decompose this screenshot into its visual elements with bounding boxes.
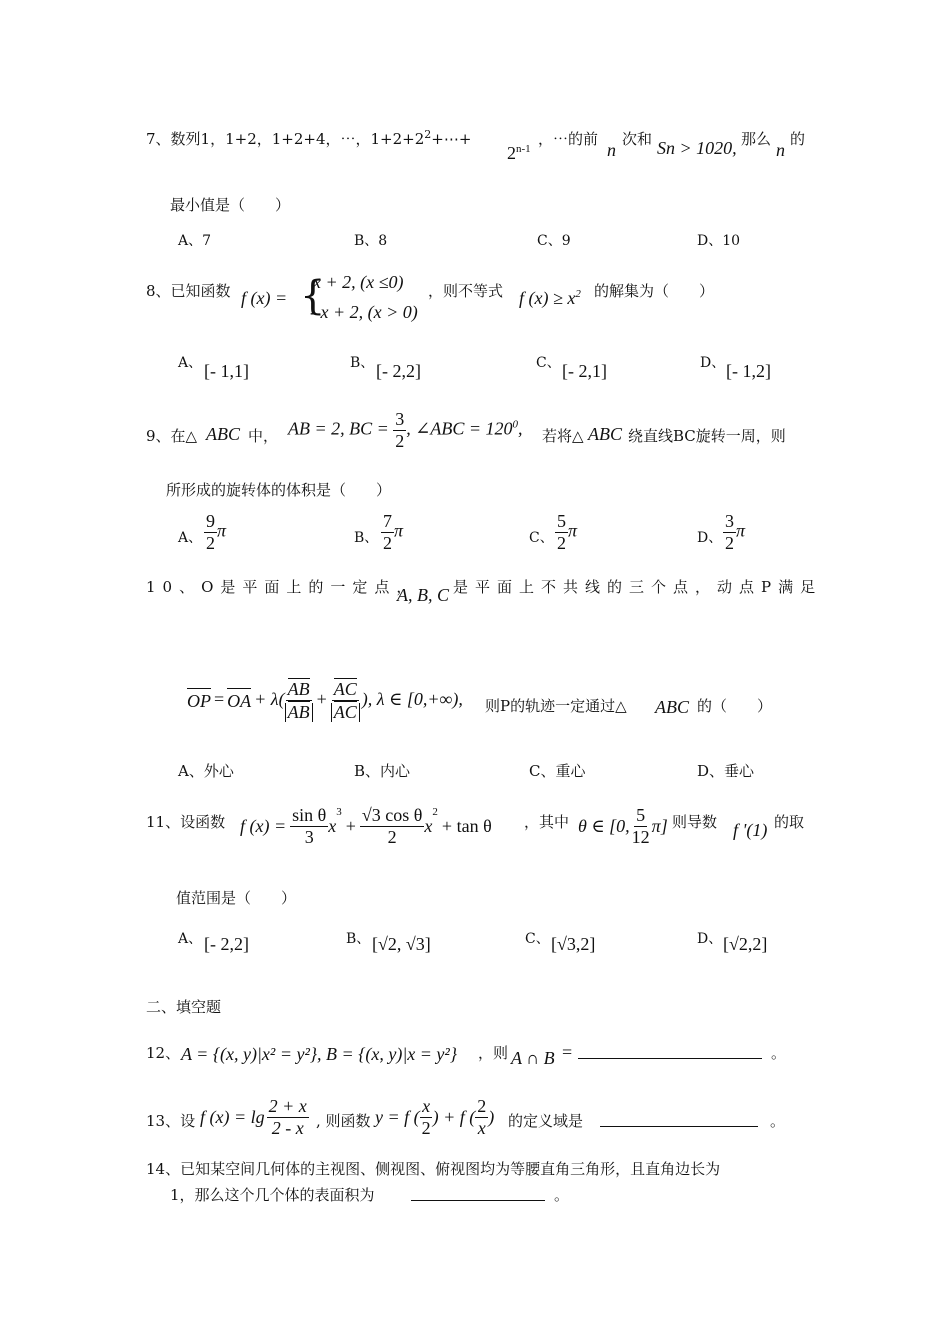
q11-f2-num: √3 cos θ <box>361 805 423 825</box>
q7-term-sup: n-1 <box>516 143 531 155</box>
q13-frac3 <box>475 1097 488 1138</box>
q9-text2: 若将△ <box>542 427 584 445</box>
q7-term-base: 2 <box>507 143 516 163</box>
q8-case1: x + 2, (x ≤0) <box>313 272 404 292</box>
q13-answer-blank[interactable] <box>600 1112 758 1127</box>
q10-ac-num: AC <box>333 679 357 699</box>
q10-option-d: D、垂心 <box>697 762 755 780</box>
q11-line2: 值范围是（ ） <box>176 889 297 907</box>
q11-mid: ，其中 <box>524 813 570 831</box>
q13-d1: 2 - x <box>271 1117 304 1138</box>
q14-line2: 1，那么这个几个体的表面积为 <box>170 1186 375 1204</box>
q7-end: 那么 <box>741 130 772 148</box>
q11-theta-text: θ ∈ [0, <box>578 815 630 836</box>
q8-ineq-sup: 2 <box>575 288 581 300</box>
q8-value-b: [- 2,2] <box>376 361 421 381</box>
q10-frac-ab <box>285 678 313 722</box>
q11-plus1: + <box>345 815 356 836</box>
q7-option-c: C、9 <box>537 233 571 249</box>
q13-n1: 2 + x <box>268 1096 307 1116</box>
q7-lead-tail: +⋯+ <box>431 130 472 148</box>
q13-d2: 2 <box>421 1117 431 1138</box>
q9-cond-b: , ∠ABC = 120 <box>406 418 513 439</box>
q11-lead: 11、设函数 <box>146 813 226 831</box>
q14-line1: 14、已知某空间几何体的主视图、侧视图、俯视图均为等腰直角三角形，且直角边长为 <box>146 1160 721 1178</box>
q10-eq: = <box>214 689 225 710</box>
q11-value-a: [- 2,2] <box>204 934 249 954</box>
q9-tri: ABC <box>206 424 240 444</box>
q9-label-c: C、 <box>529 530 554 546</box>
q10-frac-ac <box>331 678 360 722</box>
q9-num-c: 5 <box>557 511 566 531</box>
q12-mid: ，则 <box>478 1044 509 1062</box>
q11-t-den: 12 <box>631 826 650 847</box>
q10-op-text: OP <box>187 690 211 711</box>
q9-cond-c: , <box>518 418 523 439</box>
q13-end: 的定义域是 <box>508 1112 584 1130</box>
q11-plus2: + tan θ <box>441 815 492 836</box>
q11-t-num: 5 <box>636 805 646 825</box>
q10-plus: + <box>316 689 327 710</box>
q11-x2-sup: 2 <box>432 806 438 818</box>
q9-value-d <box>723 512 745 553</box>
q11-x2: x <box>424 815 433 836</box>
q8-end: 的解集为（ ） <box>594 282 715 300</box>
q10-option-a: A、外心 <box>178 762 234 780</box>
q11-value-b: [√2, √3] <box>372 934 431 954</box>
q9-pi-b: π <box>394 520 404 541</box>
q12-expr: A = {(x, y)|x² = y²}, B = {(x, y)|x = y²} <box>181 1044 458 1064</box>
q13-n3: 2 <box>477 1096 487 1116</box>
q9-num-a: 9 <box>206 511 215 531</box>
q8-label-b: B、 <box>350 355 375 371</box>
q8-value-a: [- 1,1] <box>204 361 249 381</box>
q10-after: 则P的轨迹一定通过△ <box>485 697 627 715</box>
q9-pi-a: π <box>217 520 227 541</box>
q9-cond-a: AB = 2, BC = <box>288 418 389 439</box>
q9-mid: 中， <box>248 427 279 445</box>
q7-term <box>507 143 531 164</box>
q11-f1-den: 3 <box>304 826 314 847</box>
q10-ab-num: AB <box>287 679 310 699</box>
q11-func <box>240 806 492 847</box>
q11-theta-frac <box>630 806 652 847</box>
q10-ac-den: AC <box>333 701 357 722</box>
q10-lead: 10、O是平面上的一定点， <box>146 578 419 596</box>
q9-label-d: D、 <box>697 530 723 546</box>
q11-frac1 <box>290 806 328 847</box>
q8-mid: ，则不等式 <box>428 282 504 300</box>
q7-option-a: A、7 <box>178 233 212 249</box>
q13-y <box>375 1097 494 1138</box>
q8-lead: 8、已知函数 <box>146 282 231 300</box>
q8-case2: - x + 2, (x > 0) <box>310 302 418 322</box>
q11-end: 的取 <box>774 813 805 831</box>
q9-den-b: 2 <box>383 532 392 553</box>
q12-ab: A ∩ B <box>511 1048 555 1068</box>
q9-line2: 所形成的旋转体的体积是（ ） <box>166 481 392 499</box>
q11-label-b: B、 <box>346 931 371 947</box>
q8-value-c: [- 2,1] <box>562 361 607 381</box>
q9-cond <box>288 410 523 451</box>
q8-label-d: D、 <box>700 355 726 371</box>
q9-num-d: 3 <box>725 511 734 531</box>
section-heading: 二、填空题 <box>146 998 222 1016</box>
q11-value-d: [√2,2] <box>723 934 768 954</box>
q10-option-c: C、重心 <box>529 762 586 780</box>
q13-plus: ) + f ( <box>432 1106 476 1127</box>
q11-f1-num: sin θ <box>292 805 327 825</box>
q11-label-d: D、 <box>697 931 723 947</box>
q9-label-a: A、 <box>178 530 203 546</box>
q11-x3: x <box>328 815 337 836</box>
q10-vector-eq <box>187 678 463 722</box>
q10-ab-den: AB <box>287 701 310 722</box>
q10-close: ), λ ∈ [0,+∞), <box>361 689 463 710</box>
q9-cond-frac <box>393 410 406 451</box>
q10-tail: 是平面上不共线的三个点，动点P满足 <box>453 578 823 596</box>
q7-n2: n <box>776 140 785 160</box>
q9-label-b: B、 <box>354 530 379 546</box>
q7-n: n <box>607 140 616 160</box>
q7-mid: 次和 <box>622 130 653 148</box>
q7-end2: 的 <box>790 130 806 148</box>
q10-tri: ABC <box>655 697 689 717</box>
q9-value-b <box>381 512 403 553</box>
q10-plus-lambda: + λ( <box>254 689 285 710</box>
q9-tri2: ABC <box>588 424 622 444</box>
q11-deriv: f '(1) <box>733 820 768 840</box>
q11-x3-sup: 3 <box>336 806 342 818</box>
q13-mid: , 则函数 <box>316 1112 371 1130</box>
q13-y-text: y = f ( <box>375 1106 420 1127</box>
q9-den-c: 2 <box>557 532 566 553</box>
q7-option-d: D、10 <box>697 233 741 249</box>
q13-n2: x <box>422 1096 431 1116</box>
q13-lead: 13、设 <box>146 1112 196 1130</box>
q14-end: 。 <box>554 1186 570 1204</box>
q11-f2-den: 2 <box>387 826 397 847</box>
q9-text3: 绕直线BC旋转一周，则 <box>628 427 786 445</box>
q7-after-term: ，⋯的前 <box>538 130 599 148</box>
q9-pi-c: π <box>568 520 578 541</box>
q12-eq: = <box>562 1042 573 1062</box>
q8-brace: { <box>300 273 326 319</box>
q11-theta-end: π] <box>651 815 668 836</box>
q13-period: 。 <box>770 1112 786 1130</box>
q10-oa <box>227 688 251 712</box>
q9-pi-d: π <box>736 520 746 541</box>
q7-option-b: B、8 <box>354 233 388 249</box>
q10-oa-text: OA <box>227 690 252 711</box>
q8-fx: f (x) = <box>241 288 288 308</box>
q10-option-b: B、内心 <box>354 762 411 780</box>
q13-d3: x <box>477 1117 486 1138</box>
q14-answer-blank[interactable] <box>411 1186 545 1201</box>
q13-frac2 <box>420 1097 433 1138</box>
q10-end: 的（ ） <box>697 697 773 715</box>
q13-fx: f (x) = lg <box>200 1106 265 1127</box>
q11-label-c: C、 <box>525 931 550 947</box>
q13-frac1 <box>267 1097 309 1138</box>
q12-end: 。 <box>771 1044 787 1062</box>
q11-value-c: [√3,2] <box>551 934 596 954</box>
q8-ineq <box>519 288 581 309</box>
q8-value-d: [- 1,2] <box>726 361 771 381</box>
q7-lead-sup: 2 <box>424 128 432 141</box>
q7-line2: 最小值是（ ） <box>170 196 291 214</box>
q9-num-b: 7 <box>383 511 392 531</box>
q7-lead: 7、数列1，1+2，1+2+4，⋯，1+2+2 <box>146 130 425 148</box>
q9-cond-sup: 0 <box>512 418 519 431</box>
q11-theta <box>578 806 668 847</box>
q13-expr <box>200 1097 309 1138</box>
q8-label-a: A、 <box>178 355 203 371</box>
q7-line1 <box>146 128 471 149</box>
q9-value-a <box>204 512 226 553</box>
q8-ineq-text: f (x) ≥ x <box>519 288 576 308</box>
q12-answer-blank[interactable] <box>578 1044 762 1059</box>
q10-points: A, B, C <box>397 585 449 605</box>
q8-label-c: C、 <box>536 355 561 371</box>
q9-den-d: 2 <box>725 532 734 553</box>
q13-close: ) <box>488 1106 495 1127</box>
q10-op <box>187 688 211 712</box>
q11-label-a: A、 <box>178 931 203 947</box>
q9-lead: 9、在△ <box>146 427 198 445</box>
q11-fx: f (x) = <box>240 815 287 836</box>
q9-frac-num: 3 <box>395 409 405 429</box>
q11-mid2: 则导数 <box>672 813 718 831</box>
q9-value-c <box>555 512 577 553</box>
q11-frac2 <box>360 806 425 847</box>
q12-lead: 12、 <box>146 1044 181 1062</box>
q9-den-a: 2 <box>206 532 215 553</box>
q7-ineq: Sn > 1020, <box>657 138 737 158</box>
q9-frac-den: 2 <box>395 430 405 451</box>
